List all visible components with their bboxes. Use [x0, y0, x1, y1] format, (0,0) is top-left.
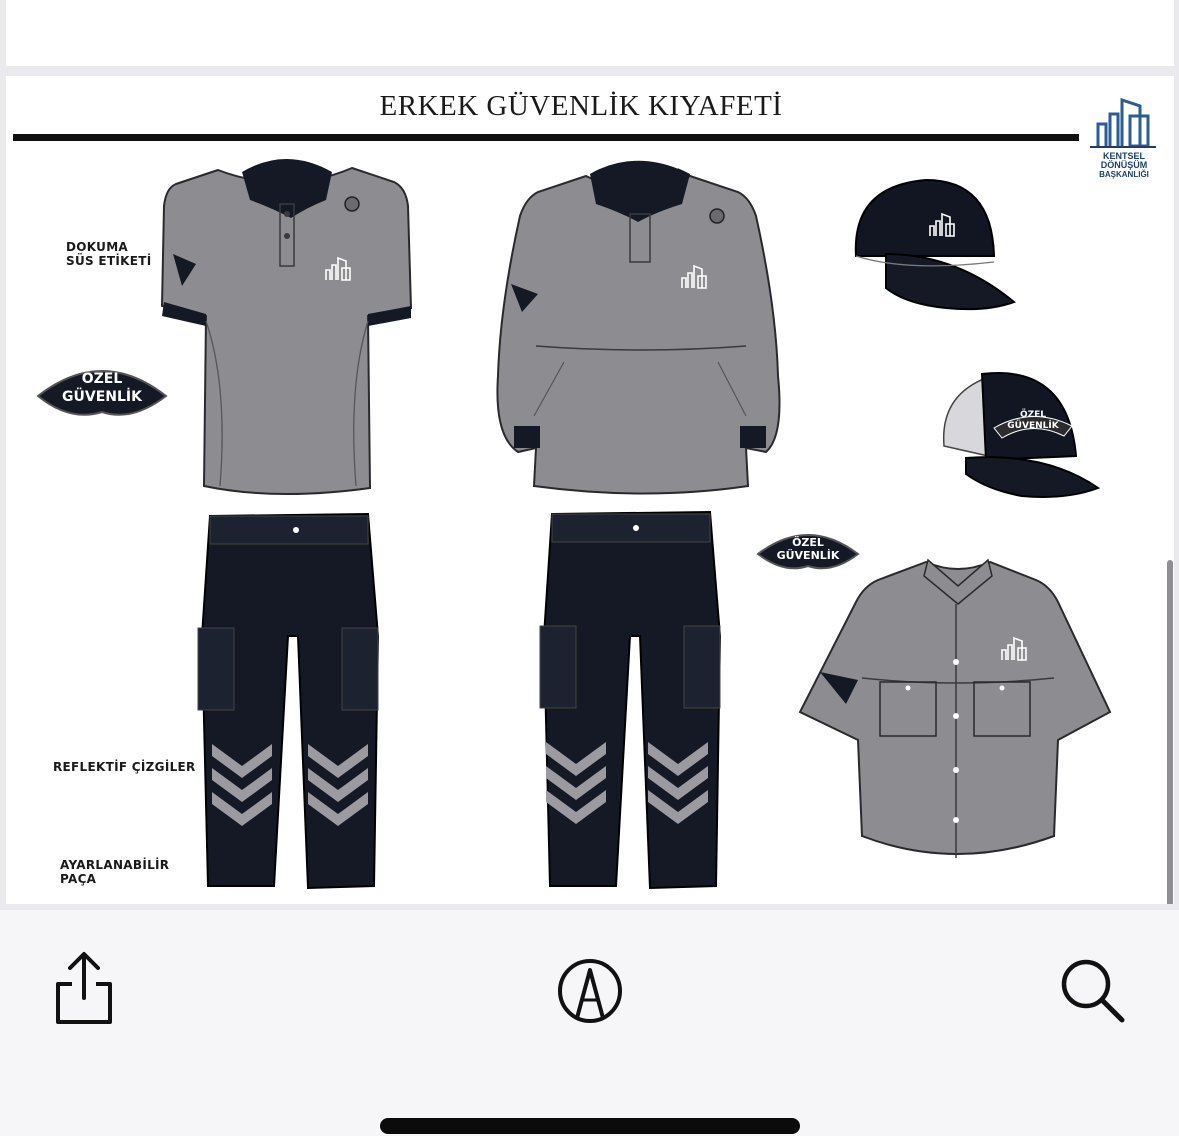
cap-black — [856, 180, 1014, 309]
ozel-guvenlik-patch-large — [38, 369, 166, 415]
uniform-illustration — [6, 76, 1174, 904]
search-icon — [1058, 956, 1128, 1026]
ozel-guvenlik-patch-small — [758, 535, 858, 568]
label-reflektif: REFLEKTİF ÇİZGİLER — [53, 760, 196, 774]
markup-icon — [555, 956, 625, 1026]
page-scrollbar[interactable] — [1167, 560, 1173, 904]
document-page — [6, 76, 1174, 904]
logo-text-line-2: BAŞKANLIĞI — [1099, 170, 1149, 179]
logo-text-line-1: KENTSEL DÖNÜŞÜM — [1100, 151, 1148, 170]
patch-large-line-2: GÜVENLİK — [62, 389, 142, 405]
label-ayarlanabilir-line-2: PAÇA — [60, 872, 97, 886]
previous-page — [6, 0, 1174, 66]
search-button[interactable] — [1058, 956, 1128, 1026]
patch-small-line-2: GÜVENLİK — [776, 549, 840, 562]
label-ayarlanabilir-line-1: AYARLANABİLİR — [60, 858, 170, 872]
cap-patch-line-1: ÖZEL — [1019, 410, 1047, 420]
share-button[interactable] — [52, 950, 116, 1026]
short-sleeve-shirt — [800, 560, 1110, 858]
share-icon — [52, 950, 116, 1026]
cargo-trousers-right — [540, 512, 720, 888]
polo-shirt — [162, 159, 411, 494]
patch-large-line-1: ÖZEL — [81, 371, 123, 387]
home-indicator[interactable] — [380, 1118, 800, 1134]
bottom-toolbar — [0, 910, 1179, 1136]
label-dokuma-line-1: DOKUMA — [66, 240, 129, 254]
cargo-trousers-left — [198, 514, 378, 888]
patch-small-line-1: ÖZEL — [792, 536, 824, 549]
cap-patch-line-2: GÜVENLİK — [1007, 421, 1059, 431]
page-title: ERKEK GÜVENLİK KIYAFETİ — [379, 90, 783, 122]
long-sleeve-jacket — [497, 160, 779, 494]
cap-trucker — [944, 373, 1098, 497]
markup-button[interactable] — [555, 956, 625, 1026]
label-dokuma-line-2: SÜS ETİKETİ — [66, 254, 152, 268]
